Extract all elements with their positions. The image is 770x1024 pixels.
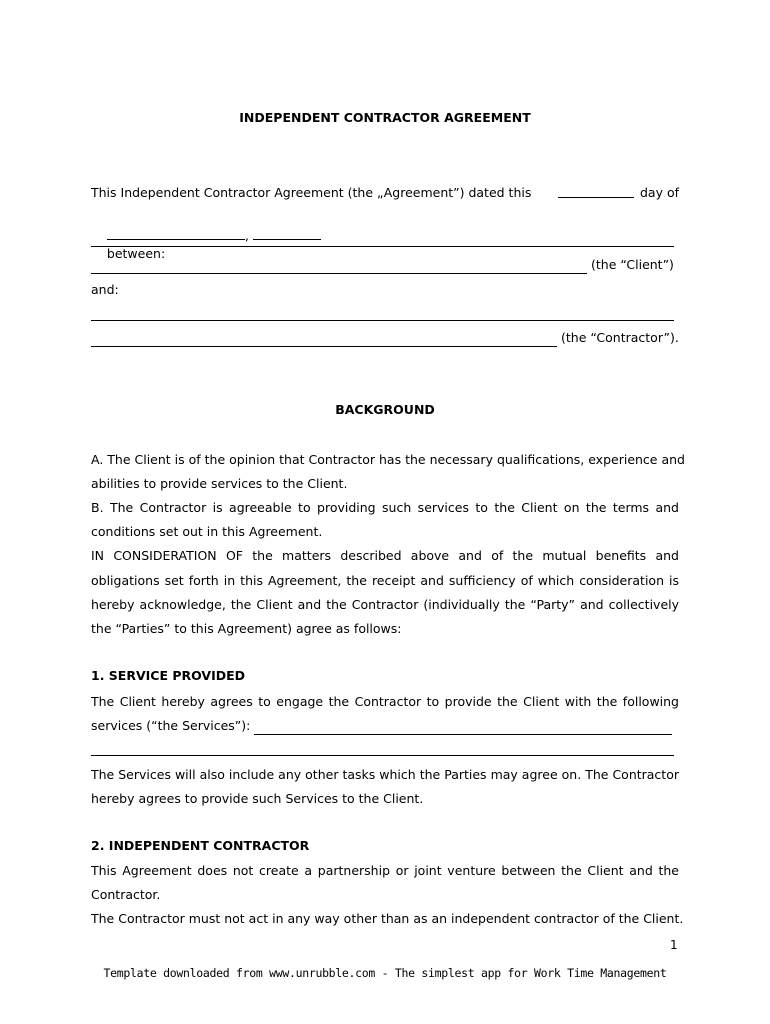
section-2-heading: 2. INDEPENDENT CONTRACTOR: [91, 838, 310, 853]
day-of-text: day of: [639, 185, 679, 200]
day-blank: [558, 184, 634, 198]
contractor-line: [91, 329, 679, 347]
client-name-blank-1: [91, 246, 674, 247]
client-name-blank-2: [91, 260, 587, 274]
footer-text: Template downloaded from www.unrubble.com - The simplest app for Work Time Management: [103, 966, 667, 980]
background-b-line-1: B. The Contractor is agreeable to providing such services to the Client on the terms and: [91, 500, 679, 515]
background-a-line-1: A. The Client is of the opinion that Contractor has the necessary qualifications, experience and: [91, 452, 685, 467]
consideration-line-4: the “Parties” to this Agreement) agree as follows:: [91, 621, 402, 636]
client-label: (the “Client”): [591, 257, 674, 272]
intro-line-1: [91, 184, 679, 202]
section-1-line-4: hereby agrees to provide such Services to the Client.: [91, 791, 424, 806]
intro-text: This Independent Contractor Agreement (the „Agreement”) dated this: [91, 185, 532, 200]
between-text: between:: [106, 246, 166, 261]
services-blank-2: [91, 755, 674, 756]
contractor-name-blank-1: [91, 320, 674, 321]
year-blank: [253, 226, 321, 240]
services-label: services (“the Services”):: [91, 718, 251, 733]
contractor-label: (the “Contractor”).: [561, 330, 679, 345]
consideration-line-1: IN CONSIDERATION OF the matters described above and of the mutual benefits and: [91, 548, 679, 563]
background-b-line-2: conditions set out in this Agreement.: [91, 524, 323, 539]
intro-line-2: , between:: [91, 208, 679, 281]
section-1-line-1: The Client hereby agrees to engage the Contractor to provide the Client with the following: [91, 694, 679, 709]
month-blank: [107, 226, 245, 240]
section-2-line-1: This Agreement does not create a partnership or joint venture between the Client and the: [91, 863, 679, 878]
section-2-line-2: Contractor.: [91, 887, 161, 902]
client-line: [91, 256, 679, 274]
section-1-line-2: [91, 717, 679, 735]
section-1-heading: 1. SERVICE PROVIDED: [91, 668, 246, 683]
services-blank-1: [254, 721, 672, 735]
consideration-line-3: hereby acknowledge, the Client and the Contractor (individually the “Party” and collectively: [91, 597, 679, 612]
contractor-name-blank-2: [91, 333, 557, 347]
section-2-line-3: The Contractor must not act in any way other than as an independent contractor of the Client.: [91, 911, 684, 926]
section-1-line-3: The Services will also include any other tasks which the Parties may agree on. The Contractor: [91, 767, 679, 782]
background-heading: BACKGROUND: [335, 402, 435, 417]
document-title: INDEPENDENT CONTRACTOR AGREEMENT: [239, 110, 531, 125]
and-text: and:: [91, 282, 119, 297]
background-a-line-2: abilities to provide services to the Client.: [91, 476, 348, 491]
consideration-line-2: obligations set forth in this Agreement, the receipt and sufficiency of which consideration is: [91, 573, 679, 588]
page-number: 1: [670, 938, 678, 952]
